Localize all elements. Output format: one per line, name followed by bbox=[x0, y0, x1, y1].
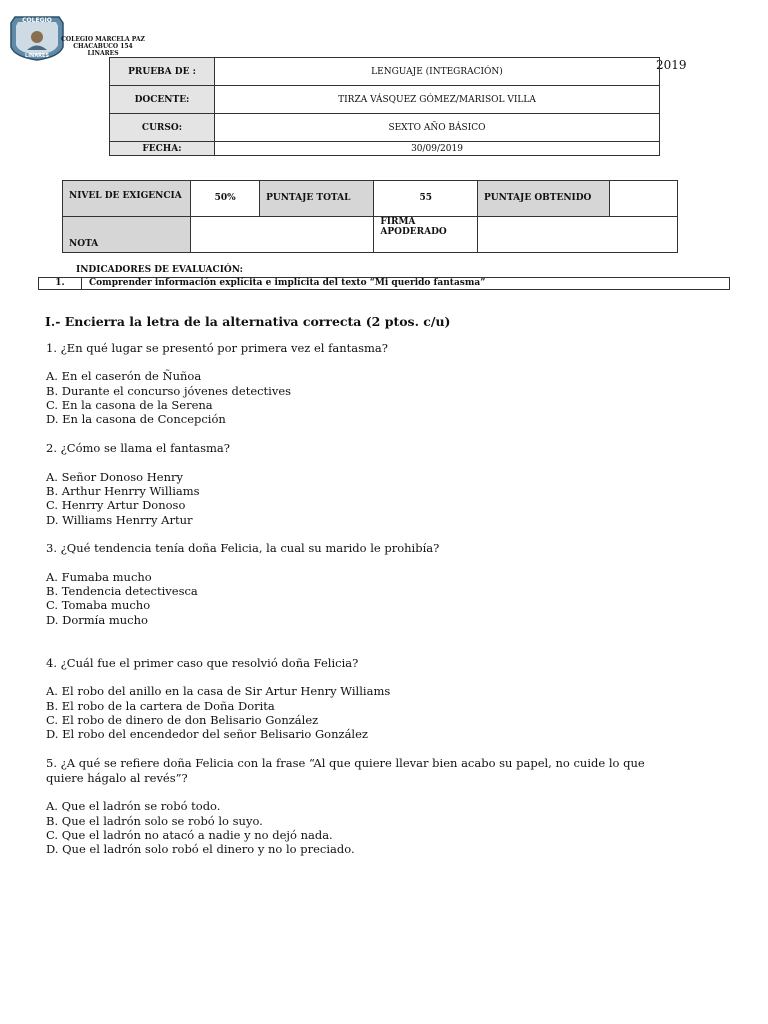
question-2-option-b[interactable]: B. Arthur Henrry Williams bbox=[46, 484, 200, 498]
question-3-option-b[interactable]: B. Tendencia detectivesca bbox=[46, 584, 198, 598]
school-name: COLEGIO MARCELA PAZ bbox=[61, 36, 145, 43]
puntaje-obtenido-label: PUNTAJE OBTENIDO bbox=[478, 181, 610, 217]
question-3-option-a[interactable]: A. Fumaba mucho bbox=[46, 570, 152, 584]
indicator-text: Comprender información explícita e implícita del texto “Mi querido fantasma” bbox=[89, 278, 486, 288]
section-title: I.- Encierra la letra de la alternativa correcta (2 ptos. c/u) bbox=[45, 314, 451, 329]
indicator-number: 1. bbox=[39, 278, 82, 289]
nota-label: NOTA bbox=[63, 217, 191, 253]
school-logo bbox=[9, 13, 65, 61]
question-5-option-c[interactable]: C. Que el ladrón no atacó a nadie y no dejó nada. bbox=[46, 828, 333, 842]
question-5-line-1: 5. ¿A qué se refiere doña Felicia con la frase “Al que quiere llevar bien acabo su papel, no cuide lo que bbox=[46, 756, 645, 770]
question-4-option-b[interactable]: B. El robo de la cartera de Doña Dorita bbox=[46, 699, 275, 713]
question-2: 2. ¿Cómo se llama el fantasma? bbox=[46, 441, 230, 455]
logo-top-text: COLEGIO bbox=[22, 17, 52, 24]
question-2-option-a[interactable]: A. Señor Donoso Henry bbox=[46, 470, 183, 484]
question-1: 1. ¿En qué lugar se presentó por primera vez el fantasma? bbox=[46, 341, 388, 355]
question-3-option-d[interactable]: D. Dormía mucho bbox=[46, 613, 148, 627]
question-4-option-c[interactable]: C. El robo de dinero de don Belisario González bbox=[46, 713, 319, 727]
question-5-option-b[interactable]: B. Que el ladrón solo se robó lo suyo. bbox=[46, 814, 263, 828]
question-4-option-a[interactable]: A. El robo del anillo en la casa de Sir Artur Henry Williams bbox=[46, 684, 391, 698]
question-1-option-b[interactable]: B. Durante el concurso jóvenes detectives bbox=[46, 384, 292, 398]
course-value: SEXTO AÑO BÁSICO bbox=[215, 114, 660, 142]
nota-field[interactable] bbox=[191, 217, 374, 253]
nivel-label: NIVEL DE EXIGENCIA bbox=[63, 181, 191, 217]
question-2-option-d[interactable]: D. Williams Henrry Artur bbox=[46, 513, 193, 527]
school-city: LINARES bbox=[87, 50, 119, 57]
question-5-option-d[interactable]: D. Que el ladrón solo robó el dinero y no lo preciado. bbox=[46, 842, 355, 856]
puntaje-total-value: 55 bbox=[374, 181, 478, 217]
nivel-value: 50% bbox=[191, 181, 260, 217]
indicator-row bbox=[38, 277, 730, 290]
date-value: 30/09/2019 bbox=[215, 142, 660, 156]
question-1-option-d[interactable]: D. En la casona de Concepción bbox=[46, 412, 226, 426]
firma-label: FIRMA APODERADO bbox=[374, 217, 478, 253]
question-3-option-c[interactable]: C. Tomaba mucho bbox=[46, 598, 151, 612]
test-label: PRUEBA DE : bbox=[110, 58, 215, 86]
teacher-label: DOCENTE: bbox=[110, 86, 215, 114]
teacher-value: TIRZA VÁSQUEZ GÓMEZ/MARISOL VILLA bbox=[215, 86, 660, 114]
test-header-table bbox=[109, 57, 660, 156]
school-address: CHACABUCO 154 bbox=[73, 43, 133, 50]
puntaje-total-label: PUNTAJE TOTAL bbox=[260, 181, 374, 217]
puntaje-obtenido-field[interactable] bbox=[609, 181, 677, 217]
question-4-option-d[interactable]: D. El robo del encendedor del señor Belisario González bbox=[46, 727, 368, 741]
score-table bbox=[62, 180, 678, 253]
question-2-option-c[interactable]: C. Henrry Artur Donoso bbox=[46, 498, 186, 512]
logo-bottom-text: LINARES bbox=[25, 53, 49, 59]
course-label: CURSO: bbox=[110, 114, 215, 142]
test-value: LENGUAJE (INTEGRACIÓN) bbox=[215, 58, 660, 86]
question-3: 3. ¿Qué tendencia tenía doña Felicia, la cual su marido le prohibía? bbox=[46, 541, 440, 555]
question-5-option-a[interactable]: A. Que el ladrón se robó todo. bbox=[46, 799, 221, 813]
firma-field[interactable] bbox=[478, 217, 678, 253]
year: 2019 bbox=[656, 58, 687, 72]
indicators-title: INDICADORES DE EVALUACIÓN: bbox=[76, 265, 243, 275]
date-label: FECHA: bbox=[110, 142, 215, 156]
question-5-line-2: quiere hágalo al revés”? bbox=[46, 771, 188, 785]
question-1-option-c[interactable]: C. En la casona de la Serena bbox=[46, 398, 213, 412]
question-1-option-a[interactable]: A. En el caserón de Ñuñoa bbox=[46, 369, 202, 383]
question-4: 4. ¿Cuál fue el primer caso que resolvió doña Felicia? bbox=[46, 656, 359, 670]
